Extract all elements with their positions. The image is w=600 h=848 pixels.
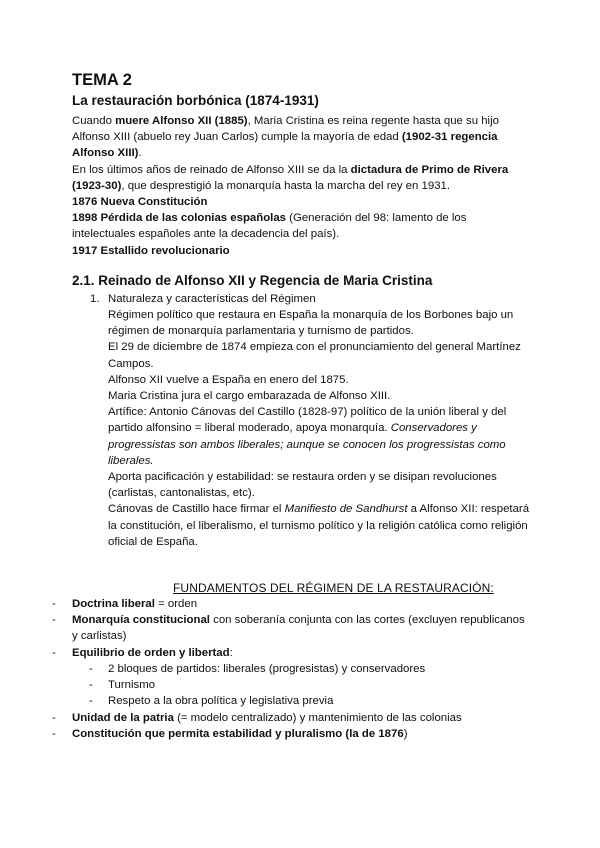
text: Cánovas de Castillo hace firmar el xyxy=(108,503,285,516)
fundamentos-heading: FUNDAMENTOS DEL RÉGIMEN DE LA RESTAURACIÓN: xyxy=(173,581,494,596)
sub-list-item xyxy=(0,693,532,709)
dash-bullet: - xyxy=(52,646,56,659)
bold-text: muere Alfonso XII (1885) xyxy=(115,115,248,127)
bold-text: Constitución que permita estabilidad y pluralismo (la de 1876 xyxy=(72,727,404,740)
list-item xyxy=(0,645,532,661)
list-number: 1. xyxy=(90,292,100,305)
sub-list-item xyxy=(0,661,532,677)
bold-text: 1898 Pérdida de las colonias españolas xyxy=(72,212,286,225)
item-line xyxy=(108,404,532,469)
bold-text: (1902-31 regencia Alfonso XIII) xyxy=(72,131,498,160)
item-line: Maria Cristina jura el cargo embarazada de Alfonso XIII. xyxy=(108,390,391,403)
dash-bullet: - xyxy=(89,679,93,692)
fundamentos-list xyxy=(0,596,532,742)
bold-text: Monarquía constitucional xyxy=(72,614,210,627)
section-heading: 2.1. Reinado de Alfonso XII y Regencia de Maria Cristina xyxy=(72,272,433,288)
numbered-list-item xyxy=(72,291,532,550)
text: (= modelo centralizado) y mantenimiento de las colonias xyxy=(173,711,462,724)
tema-heading: TEMA 2 xyxy=(72,71,132,89)
document-page xyxy=(52,70,532,742)
item-line: Régimen político que restaura en España la monarquía de los Borbones bajo un régimen de monarquía parlamentaria y turnismo de partidos. xyxy=(108,309,514,338)
item-title: Naturaleza y características del Régimen xyxy=(108,292,316,305)
bold-text: dictadura de Primo de Rivera (1923-30) xyxy=(72,163,509,192)
intro-paragraph-2 xyxy=(72,162,532,194)
text: (Generación del 98: lamento de los intelectuales españoles ante la decadencia del país). xyxy=(72,212,467,241)
text: , que desprestigió la monarquía hasta la marcha del rey en 1931. xyxy=(121,179,451,192)
list-item xyxy=(0,596,532,612)
dash-bullet: - xyxy=(52,598,56,611)
text: Artífice: Antonio Cánovas del Castillo (1828-97) político de la unión liberal y del partido alfonsino = liberal moderado, apoya monarquía. xyxy=(108,406,507,435)
text: : xyxy=(229,646,233,659)
chapter-title: La restauración borbónica (1874-1931) xyxy=(72,93,319,108)
bold-text: Equilibrio de orden y libertad xyxy=(72,646,230,659)
dash-bullet: - xyxy=(52,614,56,627)
intro-paragraph-1 xyxy=(72,113,532,162)
list-item xyxy=(0,726,532,742)
italic-text: Manifiesto de Sandhurst xyxy=(284,503,408,516)
text: Turnismo xyxy=(108,679,156,692)
bold-text: Doctrina liberal xyxy=(72,598,155,611)
dash-bullet: - xyxy=(89,695,93,708)
text: Cuando xyxy=(72,115,116,127)
item-line: Aporta pacificación y estabilidad: se restaura orden y se disipan revoluciones (carlistas, cantonalistas, etc). xyxy=(108,471,497,500)
item-line: El 29 de diciembre de 1874 empieza con el pronunciamiento del general Martínez Campos. xyxy=(108,341,521,370)
text: 2 bloques de partidos: liberales (progresistas) y conservadores xyxy=(108,662,426,675)
text: a Alfonso XII: respetará la constitución, el liberalismo, el turnismo político y la religión católica como religión oficial de España. xyxy=(108,503,530,548)
item-line: Alfonso XII vuelve a España en enero del 1875. xyxy=(108,373,349,386)
text: Respeto a la obra política y legislativa previa xyxy=(108,695,334,708)
text: con soberanía conjunta con las cortes (excluyen republicanos y carlistas) xyxy=(72,614,525,643)
intro-paragraph-1898 xyxy=(72,210,532,242)
text: . xyxy=(138,147,142,160)
intro-line-1917: 1917 Estallido revolucionario xyxy=(72,244,230,257)
text: , Maria Cristina es reina regente hasta que su hijo Alfonso XIII (abuelo rey Juan Carlos) cumple la mayoría de edad xyxy=(72,115,499,144)
intro-line-1876: 1876 Nueva Constitución xyxy=(72,196,208,209)
item-line xyxy=(108,501,532,550)
dash-bullet: - xyxy=(52,711,56,724)
bold-text: Unidad de la patria xyxy=(72,711,174,724)
list-item xyxy=(0,710,532,726)
text: ) xyxy=(403,727,408,740)
text: = orden xyxy=(154,598,198,611)
dash-bullet: - xyxy=(52,727,56,740)
sub-list-item xyxy=(0,677,532,693)
list-item xyxy=(0,612,532,644)
italic-text: Conservadores y progressistas son ambos liberales; aunque se conocen los progressistas como liberales. xyxy=(108,422,506,467)
text: En los últimos años de reinado de Alfonso XIII se da la xyxy=(72,163,351,176)
dash-bullet: - xyxy=(89,662,93,675)
